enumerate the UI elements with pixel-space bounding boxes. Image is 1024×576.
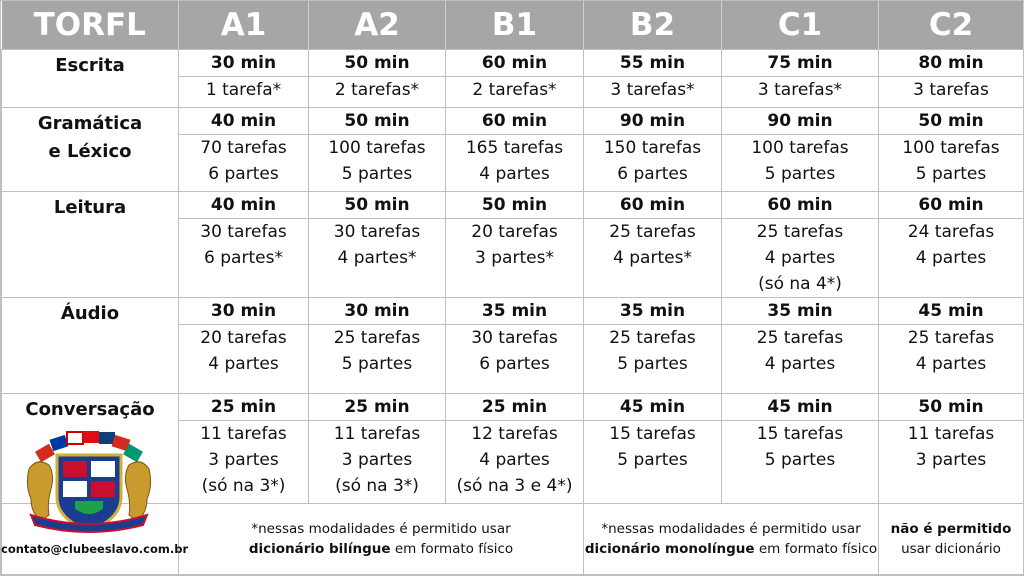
cell-line: 3 partes <box>341 450 413 470</box>
cell-time: 40 min <box>179 108 308 135</box>
cell-line: 4 partes <box>764 248 836 268</box>
cell-line: 30 tarefas <box>471 328 558 348</box>
cell-time: 35 min <box>722 298 878 325</box>
row-label-line: Áudio <box>60 303 120 324</box>
cell-line: 25 tarefas <box>907 328 995 348</box>
row-label-line: Escrita <box>55 55 125 76</box>
note2-bold: dicionário monolíngue <box>584 541 755 557</box>
cell-line: 5 partes <box>617 450 688 470</box>
note1-rest: em formato físico <box>390 541 514 557</box>
cell-line: 6 partes <box>479 354 550 374</box>
cell-line: 4 partes <box>479 450 550 470</box>
header-torfl: TORFL <box>2 1 179 50</box>
note1-bold: dicionário bilíngue <box>248 541 391 557</box>
cell-line: 20 tarefas <box>471 222 558 242</box>
contact-email[interactable]: contato@clubeeslavo.com.br <box>1 542 189 556</box>
cell-time: 75 min <box>722 50 878 77</box>
footer-note-proibido <box>879 504 1024 575</box>
table-cell <box>179 50 309 108</box>
cell-time: 30 min <box>179 298 308 325</box>
table-cell <box>446 108 584 192</box>
row-label-line: e Léxico <box>48 141 132 162</box>
cell-line: 12 tarefas <box>471 424 558 444</box>
table-cell <box>179 298 309 394</box>
table-cell <box>722 394 879 504</box>
cell-time: 30 min <box>309 298 445 325</box>
cell-time: 35 min <box>446 298 583 325</box>
footer-note-bilingue <box>179 504 584 575</box>
cell-line: 25 tarefas <box>756 328 844 348</box>
header-row <box>2 1 1024 50</box>
cell-line: 20 tarefas <box>200 328 287 348</box>
cell-line: 15 tarefas <box>756 424 844 444</box>
cell-time: 90 min <box>584 108 721 135</box>
cell-time: 45 min <box>722 394 878 421</box>
cell-time: 35 min <box>584 298 721 325</box>
cell-line: 4 partes <box>208 354 279 374</box>
cell-line: 5 partes <box>341 354 413 374</box>
table-cell <box>309 50 446 108</box>
cell-line: (só na 3*) <box>335 476 419 496</box>
table-cell <box>309 108 446 192</box>
cell-time: 60 min <box>446 108 583 135</box>
cell-line: 3 tarefas* <box>757 80 843 100</box>
table-cell <box>584 298 722 394</box>
cell-time: 55 min <box>584 50 721 77</box>
cell-line: 5 partes <box>915 164 987 184</box>
row-label-line: Leitura <box>53 197 127 218</box>
table-cell <box>879 108 1024 192</box>
cell-line: 4 partes* <box>613 248 692 268</box>
table-cell <box>179 108 309 192</box>
table-cell <box>584 394 722 504</box>
cell-line: 11 tarefas <box>333 424 421 444</box>
header-c1: C1 <box>722 1 879 50</box>
cell-line: 15 tarefas <box>609 424 696 444</box>
lion-left <box>27 462 52 521</box>
cell-line: 165 tarefas <box>465 138 564 158</box>
table-row <box>2 298 1024 394</box>
row-label <box>2 50 179 108</box>
table-cell <box>722 50 879 108</box>
table-cell <box>446 50 584 108</box>
cell-time: 90 min <box>722 108 878 135</box>
cell-time: 60 min <box>722 192 878 219</box>
cell-line: 11 tarefas <box>907 424 995 444</box>
cell-time: 25 min <box>309 394 445 421</box>
table-cell <box>584 192 722 298</box>
row-label-line: Gramática <box>37 113 143 134</box>
cell-time: 40 min <box>179 192 308 219</box>
table-cell <box>879 192 1024 298</box>
cell-line: 30 tarefas <box>333 222 421 242</box>
table-cell <box>446 394 584 504</box>
cell-time: 50 min <box>879 108 1023 135</box>
cell-time: 80 min <box>879 50 1023 77</box>
cell-line: 100 tarefas <box>902 138 1000 158</box>
cell-line: 25 tarefas <box>609 222 696 242</box>
cell-line: (só na 3 e 4*) <box>456 476 573 496</box>
cell-line: 25 tarefas <box>609 328 696 348</box>
table-cell <box>722 192 879 298</box>
table-cell <box>584 50 722 108</box>
cell-time: 60 min <box>446 50 583 77</box>
cell-line: 3 partes* <box>475 248 554 268</box>
table-cell <box>309 394 446 504</box>
cell-line: 4 partes <box>915 354 987 374</box>
footer-note-monolingue <box>584 504 879 575</box>
header-c2: C2 <box>879 1 1024 50</box>
cell-line: 150 tarefas <box>603 138 702 158</box>
cell-time: 45 min <box>584 394 721 421</box>
clube-eslavo-crest-logo-icon <box>19 429 159 537</box>
cell-line: 70 tarefas <box>200 138 287 158</box>
row-label-line: Conversação <box>25 399 155 420</box>
table-cell <box>179 192 309 298</box>
cell-time: 30 min <box>179 50 308 77</box>
header-a1: A1 <box>179 1 309 50</box>
cell-line: 5 partes <box>764 164 836 184</box>
table-cell <box>879 50 1024 108</box>
cell-line: 4 partes <box>764 354 836 374</box>
cell-line: 30 tarefas <box>200 222 287 242</box>
table-cell <box>879 298 1024 394</box>
table-cell <box>309 192 446 298</box>
cell-line: 6 partes <box>617 164 688 184</box>
table-cell <box>179 394 309 504</box>
cell-line: 24 tarefas <box>907 222 995 242</box>
cell-line: 2 tarefas* <box>334 80 420 100</box>
cell-line: 3 tarefas <box>913 80 989 100</box>
cell-time: 50 min <box>309 50 445 77</box>
note3-line2: usar dicionário <box>901 541 1001 557</box>
cell-line: 11 tarefas <box>200 424 287 444</box>
note3-bold: não é permitido <box>890 521 1012 537</box>
table-row <box>2 192 1024 298</box>
table-cell <box>446 192 584 298</box>
table-row <box>2 50 1024 108</box>
cell-line: (só na 4*) <box>758 274 842 294</box>
cell-line: 100 tarefas <box>328 138 426 158</box>
shield <box>57 455 121 531</box>
header-b2: B2 <box>584 1 722 50</box>
row-label <box>2 192 179 298</box>
table-cell <box>446 298 584 394</box>
cell-line: 1 tarefa* <box>205 80 282 100</box>
cell-time: 50 min <box>309 192 445 219</box>
table-row <box>2 108 1024 192</box>
header-b1: B1 <box>446 1 584 50</box>
cell-line: 5 partes <box>617 354 688 374</box>
cell-line: 2 tarefas* <box>472 80 557 100</box>
cell-time: 45 min <box>879 298 1023 325</box>
cell-time: 50 min <box>309 108 445 135</box>
cell-line: 6 partes* <box>204 248 283 268</box>
cell-line: 4 partes <box>915 248 987 268</box>
table-cell <box>722 298 879 394</box>
cell-line: 5 partes <box>764 450 836 470</box>
note1-line1: *nessas modalidades é permitido usar <box>251 521 511 537</box>
table-cell <box>879 394 1024 504</box>
cell-line: 3 tarefas* <box>610 80 695 100</box>
table-cell <box>309 298 446 394</box>
cell-time: 50 min <box>879 394 1023 421</box>
row-label <box>2 298 179 394</box>
cell-line: 6 partes <box>208 164 279 184</box>
row-label <box>2 108 179 192</box>
cell-line: 3 partes <box>208 450 279 470</box>
cell-line: 4 partes <box>479 164 550 184</box>
cell-line: 100 tarefas <box>751 138 849 158</box>
cell-time: 25 min <box>446 394 583 421</box>
cell-line: 3 partes <box>915 450 987 470</box>
cell-line: 25 tarefas <box>333 328 421 348</box>
cell-line: 5 partes <box>341 164 413 184</box>
note2-line1: *nessas modalidades é permitido usar <box>601 521 861 537</box>
table-cell <box>584 108 722 192</box>
cell-time: 60 min <box>879 192 1023 219</box>
cell-time: 25 min <box>179 394 308 421</box>
note2-rest: em formato físico <box>754 541 878 557</box>
cell-time: 50 min <box>446 192 583 219</box>
cell-time: 60 min <box>584 192 721 219</box>
cell-line: 25 tarefas <box>756 222 844 242</box>
header-a2: A2 <box>309 1 446 50</box>
lion-right <box>125 462 150 521</box>
cell-line: (só na 3*) <box>201 476 286 496</box>
table-cell <box>722 108 879 192</box>
cell-line: 4 partes* <box>337 248 417 268</box>
